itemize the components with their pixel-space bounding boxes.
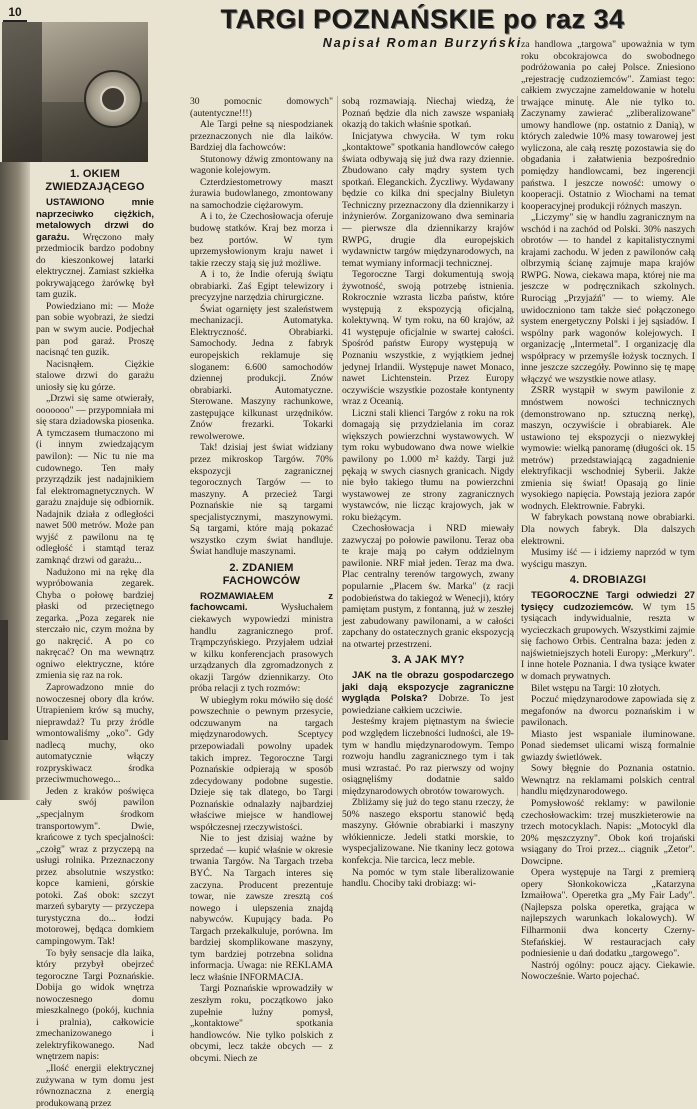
paragraph: Jesteśmy krajem piętnastym na świecie pod względem liczebności ludności, ale 19-tym w handlu międzynarodowym. Tempo rozwoju handlu zagranicznego tym i tak musi wzrastać. Po raz pierwszy od wojny osiągnęliśmy dodatnie saldo międzynarodowych obrotów towarowych.	[342, 716, 514, 797]
lead-in: USTAWIONO mnie naprzeciwko ciężkich, metalowych drzwi do garażu.	[36, 197, 154, 243]
column-1	[36, 164, 154, 1109]
column-3	[342, 96, 515, 890]
paragraph: Czechosłowacja i NRD miewały zazwyczaj po połowie pawilonu. Teraz oba te kraje mają po całym oddzielnym pawilonie. NRF miał jeden. Teraz ma dwa. Plac centralny terenów targowych, zwany popularnie „Placem św. Marka" (z racji podobieństwa do takiegoż w Wenecji), który pamiętam pustym, z fontanną, już w zeszłej jest zabudowany pawilonami, a w całości zapchany do ostatecznych granic ekspozycją na otwartej przestrzeni.	[342, 523, 514, 650]
paragraph: Musimy iść — i idziemy naprzód w tym wyścigu maszyn.	[521, 547, 695, 570]
paragraph: 30 pomocnic domowych" (autentyczne!!!)	[190, 96, 333, 119]
page-edge-shadow	[0, 620, 8, 740]
paragraph: Powiedziano mi: — Może pan sobie wyobrazi, że siedzi pan w swym aucie. Podjechał pan pod garaż. Proszę nacisnąć ten guzik.	[36, 300, 154, 359]
paragraph: „Liczymy" się w handlu zagranicznym na wschód i na zachód od Polski. 30% naszych obrotów — to handel z kapitalistycznymi krajami zachodu. W jeden z pawilonów całą olbrzymią ścianę zajmuje mapa krajów RWPG. Nowa, ciekawa mapa, której nie ma jeszcze w podręcznikach szkolnych. Rurociąg „Przyjaźń" — to wiemy. Ale uwidoczniono tam także sieć połączonego system energetyczny Polski i jej sąsiadów. I wspólny park wagonów kolejowych. I organizację „Intermetal". I organizację dla współpracy w przemyśle łożysk tocznych. I inne jeszcze szczegóły. Powinno się tę mapę włączyć we wszystkie nowe atlasy.	[521, 212, 695, 385]
section-heading-4: 4. DROBIAZGI	[569, 574, 647, 587]
paragraph: ZSRR wystąpił w swym pawilonie z mnóstwem nowości technicznych (demonstrowano np. sztuczną nerkę), maszyn, oczywiście i obrabiarek. Ale ustawiono tej ekspozycji o niezwykłej wymowie: wielką panoramę (długości ok. 15 metrów) przedstawiającą zagadnienie elektryfikacji wschodniej Syberii. Jakże zmienia się świat! Opasają go linie wysokiego napięcia. Powstają jeziora zapór wodnych. Elektrownie. Fabryki.	[521, 385, 695, 512]
paragraph: Na pomóc w tym stale liberalizowanie handlu. Chociby taki drobiazg: wi-	[342, 866, 514, 890]
section-heading-3: 3. A JAK MY?	[391, 654, 465, 667]
paragraph: Nastrój ogólny: poucz ający. Ciekawie. Nowocześnie. Warto pojechać.	[521, 959, 695, 983]
article-byline: Napisał Roman Burzyński	[322, 36, 523, 50]
paragraph: Sowy błęgnie do Poznania ostatnio. Wewnątrz na reklamami polskich central handlu międzynarodowego.	[521, 763, 695, 798]
lead-in: JAK na tle obrazu gospodarczego jaki dają ekspozycje zagraniczne wygląda Polska?	[342, 670, 514, 705]
paragraph: Liczni stali klienci Targów z roku na rok domagają się przydzielania im coraz większych powierzchni wystawowych. W tym roku wybudowano dwa nowe wielkie pawilony po 1.000 m² każdy. Targi już pękają w swych ciasnych granicach. Nigdy nie było takiego tłumu na powierzchni wystawowej ze strony zagranicznych wystawców, nie licząc krajowych, jak w roku bieżącym.	[342, 407, 514, 523]
paragraph: ROZMAWIAŁEM z fachowcami. Wysłuchałem ciekawych wypowiedzi ministra handlu zagranicznego prof. Trąmpczyńskiego. Przyjałem udział w kilku konferencjach prasowych urządzanych dla zgromadzonych z okazji Targów dziennikarzy. Oto próba relacji z tych rozmów:	[190, 590, 333, 695]
paragraph: Targi Poznańskie wprowadziły w zeszłym roku, początkowo jako zupełnie luźny pomysł, „kontaktowe" spotkania handlowców. Nie tylko polskich z obcymi, lecz także obcych — z obcymi. Niech ze	[190, 983, 333, 1064]
paragraph: W fabrykach powstaną nowe obrabiarki. Dla nowych fabryk. Dla dalszych elektrowni.	[521, 512, 695, 547]
paragraph: Pomysłowość reklamy: w pawilonie czechosłowackim: trzej muszkieterowie na trzech motocyklach. Napis: „Motocykl dla 20% męszczyzny". Obok koń trojański wsiągany do Troi przez... ciągnik „Zetor". Dowcipne.	[521, 798, 695, 867]
paragraph: To były sensacje dla laika, który przybył obejrzeć tegoroczne Targi Poznańskie. Dobija go widok wnętrza nowoczesnego domu mieszkalnego (pokój, kuchnia i pralnia), całkowicie zmechanizowanego i zelektryfikowanego. Nad wnętrzem napis:	[36, 947, 154, 1063]
article-title: TARGI POZNAŃSKIE po raz 34	[220, 4, 625, 34]
paragraph: Świat ogarnięty jest szaleństwem mechanizacji. Automatyka. Elektryczność. Obrabiarki. Samochody. Jedna z fabryk europejskich reklamuje się sloganem: 6.600 samochodów dziennej produkcji. Znów obrabiarki. Automatyczne. Sterowane. Maszyny rachunkowe, zastępujące kilkunast urzędników. Znów frezarki. Tokarki rewolwerowe.	[190, 303, 333, 442]
paragraph: Nie to jest dzisiaj ważne by sprzedać — kupić właśnie w okresie trwania Targów. Na Targach trzeba BYĆ. Na Targach interes się zaczyna. Producent prezentuje towar, nie zawsze zresztą coś nowego i ulepszenia znajdą nabywców. Kupujący bada. Po Targach przekalkuluje, porówna. Im bardziej skomplikowane maszyny, tym bardziej potrzebna solidna informacja. Uwaga: nie REKLAMA lecz właśnie INFORMACJA.	[190, 833, 333, 983]
paragraph: „Ilość energii elektrycznej zużywana w tym domu jest równoznaczna z energią produkowaną przez	[36, 1063, 154, 1109]
page-number: 10	[3, 4, 27, 22]
paragraph: za handlowa „targowa" upoważnia w tym roku obcokrajowca do swobodnego podróżowania po całej Polsce. Zniesiono „rejestrację cudzoziemców". Zamiast tego: całkiem zwyczajne zameldowanie w hotelu trwające minutę. Ale nie tylko to. Zaczynamy zawierać „zliberalizowane" umowy handlowe (np. ostatnio z Danią), w których zaledwie 10% masy towarowej jest wyliczona, ale całą resztę pozostawia się do obgadania i załatwienia bezpośrednio pomiędzy handlowcami, bez ingerencji państwa. I jeszcze nowość: umowy o kooperacji. Ostatnio z Wiochami na temat kooperacyjnej produkcji różnych maszyn.	[521, 39, 695, 212]
section-heading-1: 1. OKIEM ZWIEDZAJĄCEGO	[45, 168, 145, 193]
paragraph: sobą rozmawiają. Niechaj wiedzą, że Poznań będzie dla nich zawsze wspaniałą okazją do takich właśnie spotkań.	[342, 96, 514, 131]
column-2	[190, 96, 333, 1064]
paragraph: Czterdziestometrowy maszt żurawia budowlanego, zmontowany na samochodzie ciężarowym.	[190, 176, 333, 211]
paragraph: Zaprowadzono mnie do nowoczesnej obory dla krów. Utrapieniem krów są muchy, nieprawdaż? Tu przy źródle wmontowaliśmy „oko". Gdy nadlecą muchy, oko automatycznie włączy rozpryskiwacz środka przeciwmuchowego...	[36, 681, 154, 786]
paragraph: „Drzwi się same otwierały, ooooooo" — przypomniała mi się stara dziadowska piosenka. A tymczasem tłumaczono mi (i innym zwiedzającym pawilon): — Nic tu nie ma cudownego. Ten mały przyrządzik jest nadajnikiem fal elektromagnetycznych. W garażu znajduje się odbiornik. Nadajnik działa z odległości nawet 500 metrów. Może pan wyjść z pawilonu na tę odległość i stamtąd teraz zamknąć drzwi od garażu...	[36, 393, 154, 566]
paragraph: Ale Targi pełne są niespodzianek przeznaczonych nie dla laików. Bardziej dla fachowców:	[190, 119, 333, 154]
paragraph: TEGOROCZNE Targi odwiedzi 27 tysięcy cudzoziemców. W tym 15 tysiącach indywidualnie, reszta w wycieczkach grupowych. Wszystkimi zajmie się fachowo Orbis. Centralna baza: jeden z najświetniejszych hoteli Europy: „Merkury". I inne hotele Poznania. I dwa tysiące kwater w domach prywatnych.	[521, 590, 695, 682]
paragraph: Miasto jest wspaniale iluminowane. Ponad siedemset ulicami wiszą formalnie gwiazdy świetlówek.	[521, 728, 695, 763]
paragraph: Opera występuje na Targi z premierą opery Słonkokowicza „Katarzyna Izmaiłowa". Operetka gra „My Fair Lady". (Najlepsza polska operetka, grająca w najlepszych warunkach lokalowych). W Filharmonii dwa koncerty Czerny-Stefańskiej. W restauracjach cały podniesienie u dań dodatku „targowego".	[521, 867, 695, 960]
column-rule	[337, 96, 338, 796]
fair-emblem-photo	[2, 22, 148, 162]
lead-in: TEGOROCZNE Targi odwiedzi 27 tysięcy cudzoziemców.	[521, 590, 695, 613]
paragraph: Inicjatywa chwyciła. W tym roku „kontaktowe" spotkania handlowców całego świata odbywają się już dwa razy dziennie. Zbudowano cały mądry system tych spotkań. Eleganckich. Życzliwy. Wydawany będzie co kilka dni specjalny Biuletyn Techniczny przeznaczony dla dziennikarzy i inżynierów. Zorganizowano dwa seminaria — pierwsze dla dziennikarzy krajów RWPG, drugie dla europejskich wydawnictw targów międzynarodowych, na temat wymiany informacji technicznej.	[342, 130, 514, 269]
section-heading-2: 2. ZDANIEM FACHOWCÓW	[222, 561, 301, 587]
paragraph: Stutonowy dźwig zmontowany na wagonie kolejowym.	[190, 153, 333, 177]
lead-in: ROZMAWIAŁEM z fachowcami.	[190, 590, 333, 614]
paragraph: Jeden z kraków poświęca cały swój pawilon „specjalnym środkom transportowym". Dwie, krańcowe z tych specjalności: „czołg" wraz z przyczepą na usługi rolnika. Przeznaczony przez absolutnie wszystko: kopce kamieni, górskie potoki. Zaś obok: szczyt marzeń sybaryty — przyczepa turystyczna do... łodzi motorowej, będąca domkiem campingowym. Tak!	[36, 785, 154, 947]
paragraph: A i to, że Indie oferują świątu obrabiarki. Zaś Egipt telewizory i precyzyjne narzędzia chirurgiczne.	[190, 269, 333, 304]
paragraph: A i to, że Czechosłowacja oferuje budowę statków. Kraj bez morza i bez portów. W tym uprzemysłowionym kraju nawet i takie rzeczy stają się już możliwe.	[190, 211, 333, 269]
paragraph: Tak! dzisiaj jest świat widziany przez mikroskop Targów. 70% ekspozycji zagranicznej tegorocznych Targów — to maszyny. A przecież Targi Poznańskie nie są targami specjalistycznymi, maszynowymi. Są targami, które mają pokazać wszystko czym świat handluje. Świat handluje maszynami.	[190, 442, 333, 558]
paragraph: JAK na tle obrazu gospodarczego jaki dają ekspozycje zagraniczne wygląda Polska? Dobrze. To jest powiedziane całkiem uczciwie.	[342, 670, 515, 716]
column-4	[521, 39, 695, 983]
column-rule	[517, 96, 518, 796]
paragraph: Poczuć międzynarodowe zapowiada się z megafonów na dworcu poznańskim i w pawilonach.	[521, 694, 695, 729]
paragraph: W ubiegłym roku mówiło się dość powszechnie o pewnym przesycie, odczuwanym na targach międzynarodowych. Sceptycy przepowiadali powolny upadek takich imprez. Tegoroczne Targi Poznańskie odpierają w sposób zdecydowany podobne sugestie. Dzieje się tak dlatego, bo Targi Poznańskie odnalazły najbardziej właściwe miejsce w handlowej współczesnej rzeczywistości.	[190, 694, 333, 833]
paragraph: USTAWIONO mnie naprzeciwko ciężkich, metalowych drzwi do garażu. Wręczono mały przedmiocik bardzo podobny do kieszonkowej latarki elektrycznej. Zamiast szkiełka pokrywającego żarówkę był tam guzik.	[36, 197, 154, 301]
paragraph: Nacisnąłem. Ciężkie stalowe drzwi do garażu uniosły się ku górze.	[36, 358, 154, 393]
paragraph: Zbliżamy się już do tego stanu rzeczy, że 50% naszego eksportu stanowić będą maszyny. Głównie obrabiarki i maszyny włókiennicze. Jedeli statki morskie, to wyspecjalizowane. Nie tkaniny lecz gotowa konfekcja. Nie tarcica, lecz meble.	[342, 797, 514, 866]
paragraph: Tegoroczne Targi dokumentują swoją żywotność, swoją potrzebę istnienia. Rokrocznie wzrasta liczba państw, które występują z ekspozycją oficjalną, kolektywną. W tym roku, na 60 krajów, aż 41 występuje oficjalnie w swartej całości. Spośród państw Europy występują w Poznaniu wszystkie, z wyjątkiem jednej jedynej Irlandii. Występuje nawet Monaco, nawet Lichtenstein. Przez Europy oczywiście wszystkie pozostałe kontynenty wraz z Oceanią.	[342, 269, 514, 408]
paragraph: Nadużono mi na rękę dla wypróbowania zegarek. Chyba o połowę bardziej płaski od przeciętnego zegarka. „Poza zegarek nie sterczało nic, czym można by go nakręcić. A po co nakręcać? On ma wewnątrz ogniwo elektryczne, które zmienia się raz na rok.	[36, 566, 154, 682]
paragraph: Bilet wstępu na Targi: 10 złotych.	[531, 682, 661, 694]
